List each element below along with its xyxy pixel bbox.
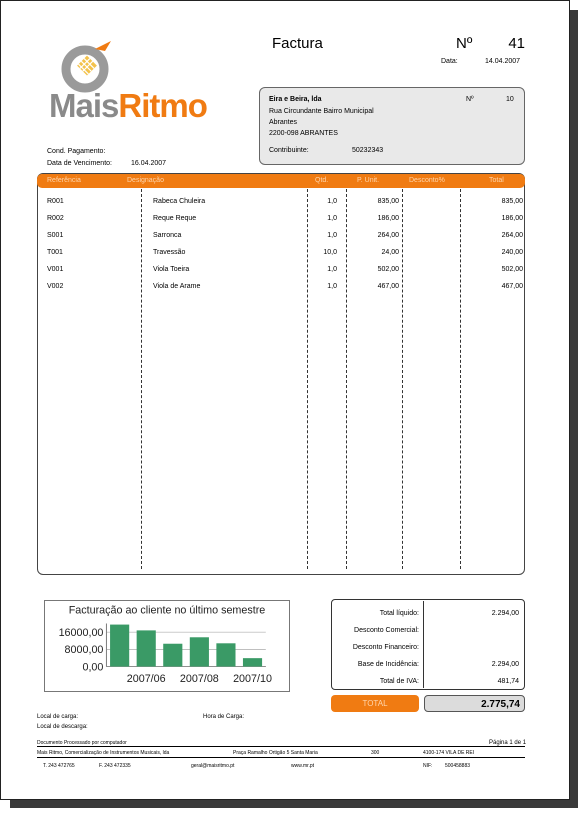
cell-unit: 264,00: [377, 232, 399, 239]
client-box: [259, 87, 525, 165]
column-divider: [307, 189, 308, 569]
processed-by-computer: Documento Processado por computador: [37, 740, 127, 746]
chart-ytick-label: 8000,00: [64, 644, 104, 657]
cell-desc: Viola Toeira: [153, 266, 190, 273]
chart-xtick-label: 2007/06: [126, 673, 166, 686]
totals-label: Total de IVA:: [379, 678, 419, 685]
cell-qty: 1,0: [327, 232, 337, 239]
cell-total: 264,00: [501, 232, 523, 239]
unload-place-label: Local de descarga:: [37, 724, 88, 730]
company-address: Praça Ramalho Ortigão 5 Santa Maria: [233, 750, 318, 756]
totals-label: Desconto Financeiro:: [352, 644, 419, 651]
totals-value: 2.294,00: [491, 661, 519, 668]
chart-bar: [163, 644, 182, 667]
cell-desc: Travessão: [153, 249, 186, 256]
grand-total-label-box: [331, 695, 419, 712]
company-website: www.mr.pt: [291, 763, 315, 769]
cell-desc: Sarronca: [153, 232, 182, 239]
logo-text-part1: Mais: [49, 87, 119, 124]
column-divider: [346, 189, 347, 569]
header-quantity: Qtd.: [315, 177, 329, 184]
header-unit-price: P. Unit.: [357, 177, 380, 184]
billing-chart: [44, 600, 290, 692]
cell-total: 467,00: [501, 283, 523, 290]
cell-unit: 467,00: [377, 283, 399, 290]
cell-total: 502,00: [501, 266, 523, 273]
company-nif: 500458883: [445, 763, 471, 769]
company-fax: F. 243 472335: [99, 763, 131, 769]
header-discount: Desconto%: [409, 177, 445, 184]
grand-total-value: 2.775,74: [481, 699, 520, 710]
company-name: Mais Ritmo, Comercialização de Instrumentos Musicais, lda: [37, 750, 170, 756]
chart-bar: [110, 625, 129, 667]
cell-desc: Viola de Arame: [153, 283, 201, 290]
totals-value: 2.294,00: [491, 610, 519, 617]
footer-divider: [37, 757, 525, 758]
cell-qty: 1,0: [327, 215, 337, 222]
page-shadow: [10, 800, 578, 808]
cell-ref: S001: [47, 232, 64, 239]
footer-divider: [37, 746, 525, 747]
document-date: 14.04.2007: [485, 58, 521, 65]
client-number: 10: [506, 96, 514, 103]
totals-label: Base de Incidência:: [357, 661, 419, 668]
company-phone: T. 243 472765: [43, 763, 75, 769]
document-title: Factura: [272, 35, 323, 52]
payment-condition-label: Cond. Pagamento:: [47, 148, 106, 155]
grand-total-label: TOTAL: [362, 699, 388, 708]
company-logo: [49, 89, 207, 122]
cell-unit: 835,00: [377, 198, 399, 205]
chart-ytick-label: 16000,00: [58, 627, 104, 640]
cell-total: 240,00: [501, 249, 523, 256]
header-designation: Designação: [127, 177, 164, 184]
document-number: 41: [508, 35, 525, 52]
totals-divider: [423, 601, 424, 688]
grand-total-value-box: [424, 695, 525, 712]
chart-bar: [190, 637, 209, 666]
totals-label: Total líquido:: [379, 610, 419, 617]
chart-bar: [216, 643, 235, 666]
lines-table-header: [37, 174, 525, 188]
chart-ytick-label: 0,00: [82, 661, 104, 674]
chart-title: Facturação ao cliente no último semestre: [68, 604, 266, 617]
chart-xtick-label: 2007/08: [179, 673, 219, 686]
cell-qty: 1,0: [327, 266, 337, 273]
company-postal: 4100-174 VILA DE REI: [423, 750, 475, 756]
chart-bar: [137, 630, 156, 666]
header-reference: Referência: [47, 177, 81, 184]
logo-text-part2: Ritmo: [118, 87, 207, 124]
cell-total: 835,00: [501, 198, 523, 205]
client-number-label: Nº: [466, 96, 474, 103]
cell-qty: 10,0: [323, 249, 337, 256]
document-date-label: Data:: [441, 58, 458, 65]
due-date-label: Data de Vencimento:: [47, 160, 112, 167]
cell-qty: 1,0: [327, 283, 337, 290]
company-nif-label: NIF:: [423, 763, 433, 769]
cell-unit: 24,00: [381, 249, 399, 256]
client-tax-label: Contribuinte:: [269, 147, 309, 154]
document-number-label: Nº: [456, 35, 473, 52]
load-time-label: Hora de Carga:: [203, 714, 245, 720]
chart-bar: [243, 658, 262, 666]
column-divider: [460, 189, 461, 569]
cell-ref: R001: [47, 198, 64, 205]
totals-label: Desconto Comercial:: [354, 627, 419, 634]
cell-unit: 186,00: [377, 215, 399, 222]
page-number: Página 1 de 1: [489, 740, 527, 746]
cell-unit: 502,00: [377, 266, 399, 273]
totals-value: 481,74: [497, 678, 519, 685]
cell-desc: Rabeca Chuleira: [153, 198, 206, 205]
company-email: geral@maisritmo.pt: [191, 763, 235, 769]
client-address3: 2200-098 ABRANTES: [269, 130, 338, 137]
cell-ref: R002: [47, 215, 64, 222]
chart-xtick-label: 2007/10: [233, 673, 272, 686]
page-shadow: [570, 10, 578, 808]
column-divider: [141, 189, 142, 569]
header-total: Total: [489, 177, 504, 184]
cell-total: 186,00: [501, 215, 523, 222]
client-name: Eira e Beira, lda: [269, 96, 322, 103]
cell-ref: T001: [47, 249, 63, 256]
client-address2: Abrantes: [269, 119, 298, 126]
due-date: 16.04.2007: [131, 160, 167, 167]
client-tax-id: 50232343: [352, 147, 384, 154]
cell-qty: 1,0: [327, 198, 337, 205]
load-place-label: Local de carga:: [37, 714, 79, 720]
column-divider: [402, 189, 403, 569]
company-code: 300: [371, 750, 380, 756]
client-address1: Rua Circundante Bairro Municipal: [269, 108, 374, 115]
cell-desc: Reque Reque: [153, 215, 197, 222]
cell-ref: V001: [47, 266, 64, 273]
cell-ref: V002: [47, 283, 64, 290]
